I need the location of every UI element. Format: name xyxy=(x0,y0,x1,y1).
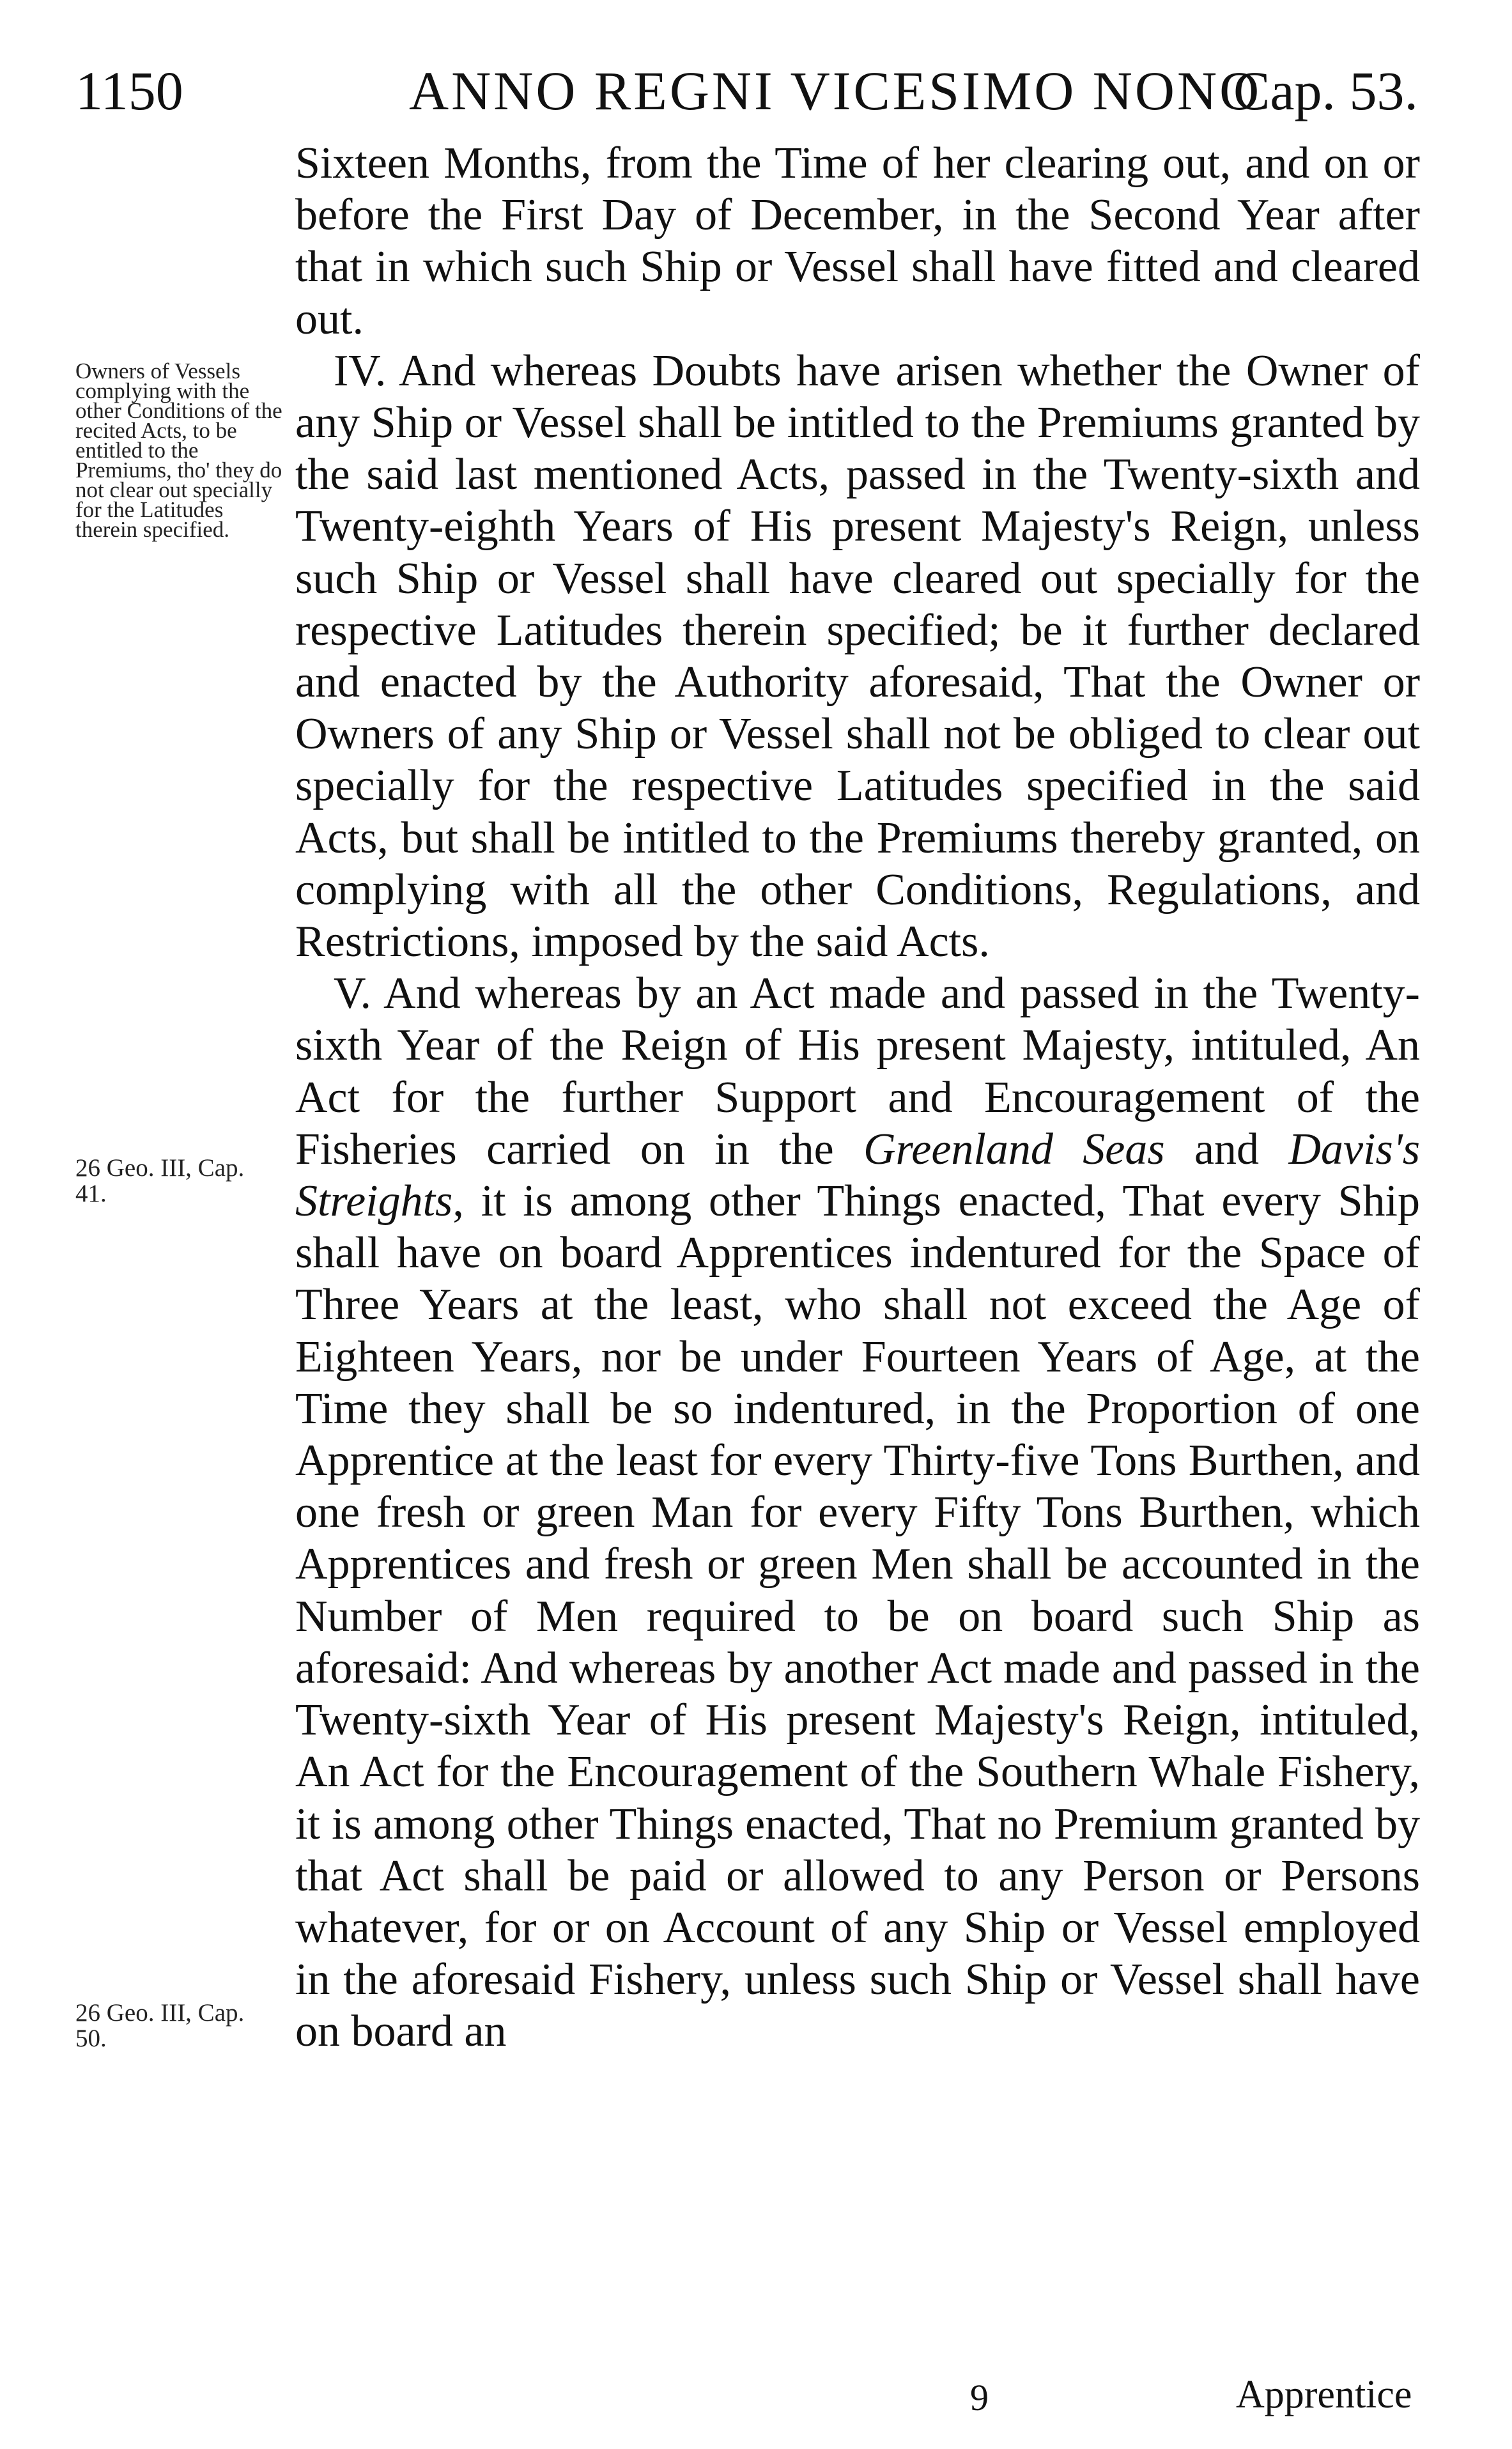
davis-streights-italic: Davis's Streights xyxy=(295,1124,1420,1226)
side-note-citation-cap-50: 26 Geo. III, Cap. 50. xyxy=(75,1999,245,2052)
chapter-number: Cap. 53. xyxy=(1233,60,1419,121)
section-v-and: and xyxy=(1164,1124,1289,1174)
body-text xyxy=(295,137,1420,2058)
section-v-text-start: V. And whereas by an Act made and passed in the Twenty-sixth Year of the Reign of His present Majesty, intituled, An Act for the further Support and Encouragement of the Fisheries carried on in the xyxy=(295,969,1420,1174)
section-v-text-end: , it is among other Things enacted, That every Ship shall have on board Apprentices indentured for the Space of Three Years at the least, who shall not exceed the Age of Eighteen Years, nor be under Fourteen Years of Age, at the Time they shall be so indentured, in the Proportion of one Apprentice at the least for every Thirty-five Tons Burthen, and one fresh or green Man for every Fifty Tons Burthen, which Apprentices and fresh or green Men shall be accounted in the Number of Men required to be on board such Ship as aforesaid: And whereas by another Act made and passed in the Twenty-sixth Year of His present Majesty's Reign, intituled, An Act for the Encouragement of the Southern Whale Fishery, it is among other Things enacted, That no Premium granted by that Act shall be paid or allowed to any Person or Persons whatever, for or on Account of any Ship or Vessel employed in the aforesaid Fishery, unless such Ship or Vessel shall have on board an xyxy=(295,1177,1420,2057)
running-head xyxy=(0,59,1512,135)
side-note-citation-cap-41: 26 Geo. III, Cap. 41. xyxy=(75,1154,245,1207)
side-note-owners: Owners of Vessels complying with the other Conditions of the recited Acts, to be entitled to the Premiums, tho' they do not clear out specially for the Latitudes therein specified. xyxy=(75,359,282,542)
paragraph-section-iv: IV. And whereas Doubts have arisen whether the Owner of any Ship or Vessel shall be intitled to the Premiums granted by the said last mentioned Acts, passed in the Twenty-sixth and Twenty-eighth Years of His present Majesty's Reign, unless such Ship or Vessel shall have cleared out specially for the respective Latitudes therein specified; be it further declared and enacted by the Authority aforesaid, That the Owner or Owners of any Ship or Vessel shall not be obliged to clear out specially for the respective Latitudes specified in the said Acts, but shall be intitled to the Premiums thereby granted, on complying with all the other Conditions, Regulations, and Restrictions, imposed by the said Acts. xyxy=(295,346,1420,967)
page-number: 1150 xyxy=(75,60,183,121)
paragraph-section-v xyxy=(295,968,1420,2057)
greenland-seas-italic: Greenland Seas xyxy=(863,1124,1165,1174)
signature-mark: 9 xyxy=(970,2377,989,2418)
catchword: Apprentice xyxy=(1236,2373,1412,2416)
running-title: ANNO REGNI VICESIMO NONO xyxy=(409,60,1262,121)
paragraph-continuation: Sixteen Months, from the Time of her clearing out, and on or before the First Day of December, in the Second Year after that in which such Ship or Vessel shall have fitted and cleared out. xyxy=(295,139,1420,344)
